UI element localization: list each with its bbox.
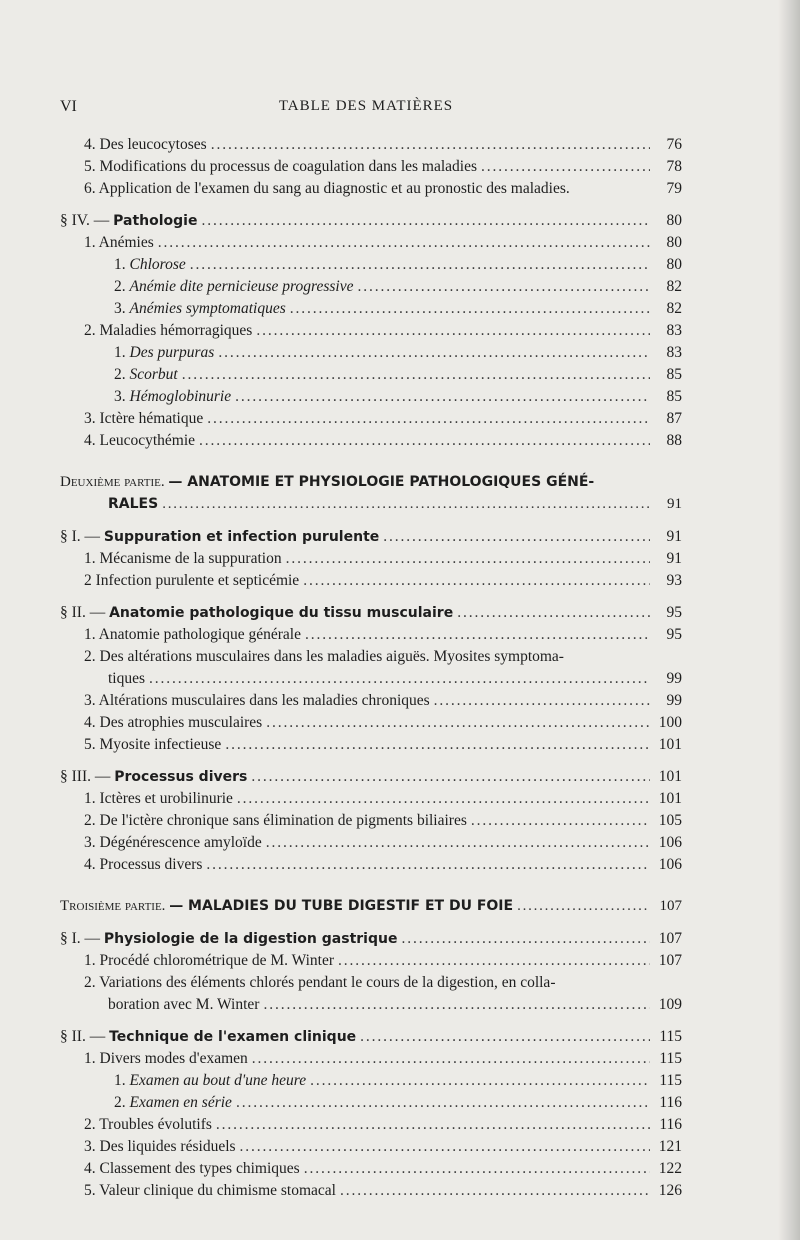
- toc-page-number: 80: [666, 212, 682, 229]
- toc-subentry: 2. Scorbut . . . 85: [60, 366, 682, 388]
- toc-page-number: 76: [666, 136, 682, 153]
- toc-entry: 3. Des liquides résiduels . . . 121: [60, 1138, 682, 1160]
- toc-entry: 1. Anémies . . . 80: [60, 234, 682, 256]
- toc-page-number: 95: [666, 626, 682, 643]
- toc-subentry: 3. Hémoglobinurie . . . 85: [60, 388, 682, 410]
- toc-section: § II. — Technique de l'examen clinique . . . 115: [60, 1028, 682, 1050]
- toc-subentry: 1. Examen au bout d'une heure . . . 115: [60, 1072, 682, 1094]
- toc-page-number: 107: [658, 952, 682, 969]
- toc-subentry: 3. Anémies symptomatiques . . . 82: [60, 300, 682, 322]
- toc-page-number: 80: [666, 256, 682, 273]
- toc-page-number: 93: [666, 572, 682, 589]
- toc-entry: 1. Ictères et urobilinurie . . . 101: [60, 790, 682, 812]
- toc-page-number: 115: [659, 1028, 682, 1045]
- toc-entry: 2. Troubles évolutifs . . . 116: [60, 1116, 682, 1138]
- toc-entry: 5. Valeur clinique du chimisme stomacal . . . 126: [60, 1182, 682, 1204]
- toc-page-number: 83: [666, 344, 682, 361]
- toc-entry: 6. Application de l'examen du sang au diagnostic et au pronostic des maladies. 79: [84, 180, 682, 197]
- toc-entry: 2. De l'ictère chronique sans élimination de pigments biliaires . . . 105: [60, 812, 682, 834]
- toc-part-heading-cont: RALES . . . 91: [60, 496, 682, 518]
- toc-page-number: 91: [666, 550, 682, 567]
- toc-page-number: 82: [666, 278, 682, 295]
- toc-page-number: 78: [666, 158, 682, 175]
- toc-section: § I. — Physiologie de la digestion gastrique . . . 107: [60, 930, 682, 952]
- toc-entry: 5. Myosite infectieuse . . . 101: [60, 736, 682, 758]
- toc-entry-cont: boration avec M. Winter . . . 109: [60, 996, 682, 1018]
- toc-page-number: 109: [658, 996, 682, 1013]
- toc-entry: 2. Variations des éléments chlorés pendant le cours de la digestion, en colla-: [84, 974, 556, 991]
- toc-page-number: 99: [666, 692, 682, 709]
- toc-part-heading: Deuxième partie. — ANATOMIE ET PHYSIOLOGIE PATHOLOGIQUES GÉNÉ-: [60, 474, 595, 490]
- toc-entry: 4. Processus divers . . . 106: [60, 856, 682, 878]
- table-of-contents: [60, 136, 682, 1204]
- toc-page-number: 101: [658, 790, 682, 807]
- toc-part-heading: Troisième partie. — MALADIES DU TUBE DIGESTIF ET DU FOIE . . . 107: [60, 898, 682, 920]
- toc-subentry: 2. Anémie dite pernicieuse progressive . . . 82: [60, 278, 682, 300]
- toc-section: § I. — Suppuration et infection purulente . . . 91: [60, 528, 682, 550]
- toc-page-number: 106: [658, 834, 682, 851]
- toc-page-number: 115: [659, 1072, 682, 1089]
- page-edge-shadow: [778, 0, 800, 1240]
- toc-page-number: 87: [666, 410, 682, 427]
- toc-page-number: 85: [666, 388, 682, 405]
- toc-page-number: 126: [658, 1182, 682, 1199]
- toc-page-number: 116: [659, 1094, 682, 1111]
- page-folio: VI: [60, 98, 77, 115]
- toc-entry: 4. Des leucocytoses . . . 76: [60, 136, 682, 158]
- toc-subentry: 1. Chlorose . . . 80: [60, 256, 682, 278]
- toc-page-number: 100: [658, 714, 682, 731]
- toc-page-number: 91: [667, 496, 682, 512]
- toc-entry: 1. Divers modes d'examen . . . 115: [60, 1050, 682, 1072]
- toc-section: § IV. — Pathologie . . . 80: [60, 212, 682, 234]
- toc-entry: 4. Classement des types chimiques . . . 122: [60, 1160, 682, 1182]
- toc-entry: 3. Altérations musculaires dans les maladies chroniques . . . 99: [60, 692, 682, 714]
- toc-page-number: 99: [666, 670, 682, 687]
- toc-entry-cont: tiques . . . 99: [60, 670, 682, 692]
- toc-page-number: 116: [659, 1116, 682, 1133]
- toc-page-number: 121: [658, 1138, 682, 1155]
- toc-page-number: 91: [666, 528, 682, 545]
- toc-entry: 2. Maladies hémorragiques . . . 83: [60, 322, 682, 344]
- toc-page-number: 122: [658, 1160, 682, 1177]
- toc-entry: 1. Procédé chlorométrique de M. Winter . . . 107: [60, 952, 682, 974]
- toc-page-number: 88: [666, 432, 682, 449]
- toc-page-number: 80: [666, 234, 682, 251]
- toc-entry: 3. Ictère hématique . . . 87: [60, 410, 682, 432]
- toc-entry: 3. Dégénérescence amyloïde . . . 106: [60, 834, 682, 856]
- toc-entry: 2. Des altérations musculaires dans les maladies aiguës. Myosites symptoma-: [84, 648, 564, 665]
- toc-section: § II. — Anatomie pathologique du tissu musculaire . . . 95: [60, 604, 682, 626]
- toc-entry: 4. Leucocythémie . . . 88: [60, 432, 682, 454]
- toc-page-number: 95: [666, 604, 682, 621]
- toc-page-number: 105: [658, 812, 682, 829]
- toc-entry: 1. Anatomie pathologique générale . . . 95: [60, 626, 682, 648]
- toc-page-number: 101: [658, 736, 682, 753]
- toc-page-number: 101: [658, 768, 682, 785]
- running-header: [60, 98, 672, 122]
- running-title: TABLE DES MATIÈRES: [278, 98, 454, 114]
- toc-page-number: 82: [666, 300, 682, 317]
- toc-page-number: 107: [658, 930, 682, 947]
- toc-page-number: 107: [659, 898, 682, 914]
- toc-page-number: 79: [666, 180, 682, 197]
- toc-entry: 2 Infection purulente et septicémie . . . 93: [60, 572, 682, 594]
- toc-subentry: 2. Examen en série . . . 116: [60, 1094, 682, 1116]
- toc-page-number: 115: [659, 1050, 682, 1067]
- toc-subentry: 1. Des purpuras . . . 83: [60, 344, 682, 366]
- toc-section: § III. — Processus divers . . . 101: [60, 768, 682, 790]
- toc-entry: 5. Modifications du processus de coagulation dans les maladies . . . 78: [60, 158, 682, 180]
- toc-entry: 4. Des atrophies musculaires . . . 100: [60, 714, 682, 736]
- toc-page-number: 83: [666, 322, 682, 339]
- toc-page-number: 106: [658, 856, 682, 873]
- toc-page-number: 85: [666, 366, 682, 383]
- toc-entry: 1. Mécanisme de la suppuration . . . 91: [60, 550, 682, 572]
